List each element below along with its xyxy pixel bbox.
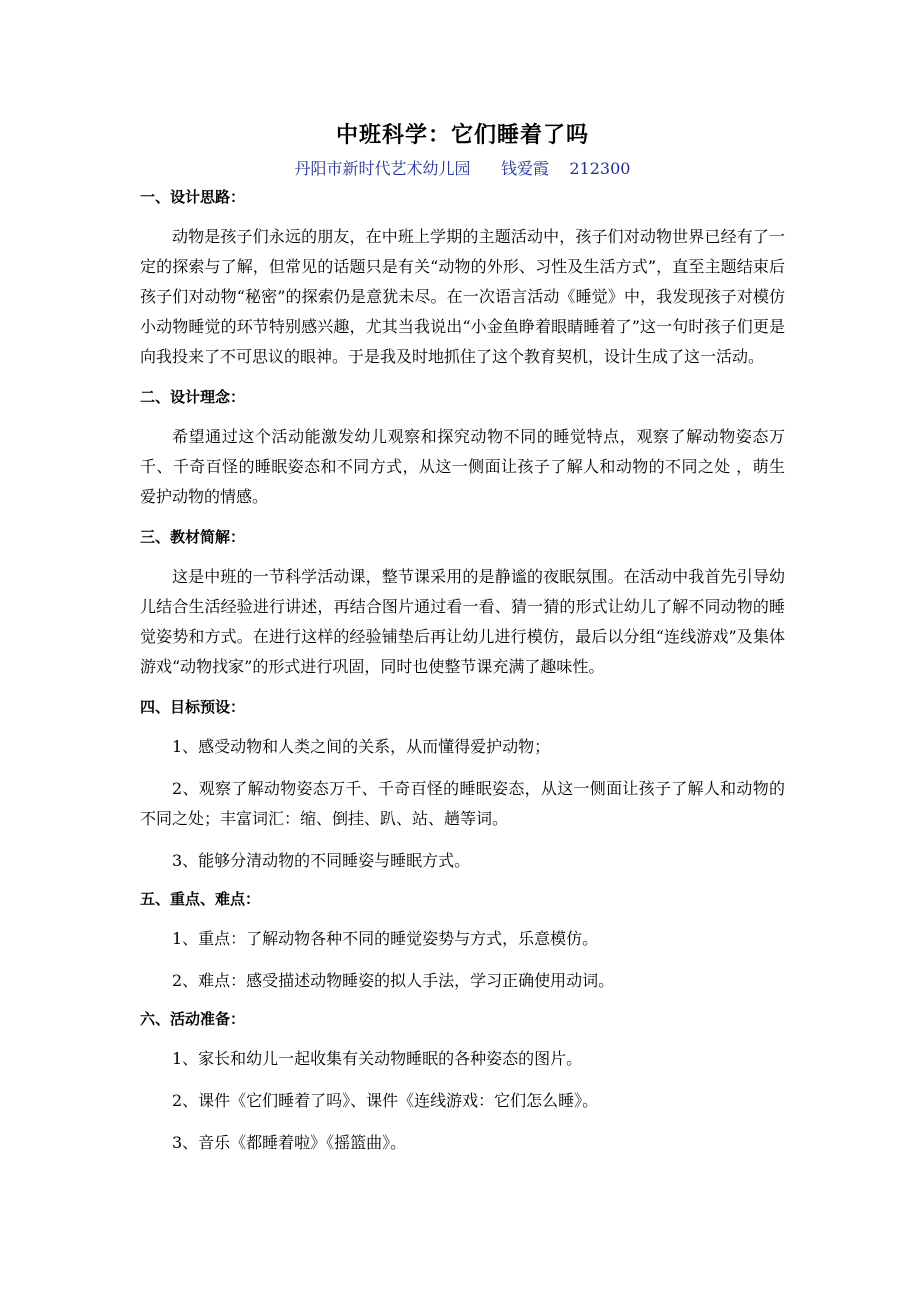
section-heading: 一、设计思路： [140, 188, 246, 206]
document-title: 中班科学：它们睡着了吗 [335, 123, 589, 148]
section-goals [140, 696, 785, 876]
section-design-idea [140, 186, 785, 372]
section-heading: 四、目标预设： [140, 698, 246, 716]
section-key-points [140, 888, 785, 996]
list-item: 2、观察了解动物姿态万千、千奇百怪的睡眠姿态，从这一侧面让孩子了解人和动物的不同之处；丰富词汇：缩、倒挂、趴、站、趟等词。 [140, 779, 785, 828]
list-item: 3、音乐《都睡着啦》《摇篮曲》。 [172, 1133, 407, 1152]
section-paragraph: 这是中班的一节科学活动课，整节课采用的是静谧的夜眠氛围。在活动中我首先引导幼儿结合生活经验进行讲述，再结合图片通过看一看、猜一猜的形式让幼儿了解不同动物的睡觉姿势和方式。在进行这样的经验铺垫后再让幼儿进行模仿，最后以分组“连线游戏”及集体游戏“动物找家”的形式进行巩固，同时也使整节课充满了趣味性。 [140, 567, 785, 676]
section-heading: 三、教材简解： [140, 528, 246, 546]
section-preparation [140, 1008, 785, 1158]
section-paragraph: 动物是孩子们永远的朋友，在中班上学期的主题活动中，孩子们对动物世界已经有了一定的探索与了解，但常见的话题只是有关“动物的外形、习性及生活方式”，直至主题结束后孩子们对动物“秘密”的探索仍是意犹未尽。在一次语言活动《睡觉》中，我发现孩子对模仿小动物睡觉的环节特别感兴趣，尤其当我说出“小金鱼睁着眼睛睡着了”这一句时孩子们更是向我投来了不可思议的眼神。于是我及时地抓住了这个教育契机，设计生成了这一活动。 [140, 227, 785, 366]
list-item: 1、家长和幼儿一起收集有关动物睡眠的各种姿态的图片。 [172, 1049, 583, 1068]
section-design-concept [140, 386, 785, 512]
section-heading: 二、设计理念： [140, 388, 246, 406]
section-heading: 五、重点、难点： [140, 890, 261, 908]
document-page [140, 118, 785, 1170]
list-item: 3、能够分清动物的不同睡姿与睡眠方式。 [172, 851, 471, 870]
section-heading: 六、活动准备： [140, 1010, 246, 1028]
list-item: 1、感受动物和人类之间的关系，从而懂得爱护动物； [172, 737, 551, 756]
author-byline: 丹阳市新时代艺术幼儿园 钱爱霞 212300 [294, 159, 631, 178]
section-material-brief [140, 526, 785, 682]
list-item: 1、重点：了解动物各种不同的睡觉姿势与方式，乐意模仿。 [172, 929, 599, 948]
section-paragraph: 希望通过这个活动能激发幼儿观察和探究动物不同的睡觉特点，观察了解动物姿态万千、千奇百怪的睡眠姿态和不同方式，从这一侧面让孩子了解人和动物的不同之处 ，萌生爱护动物的情感。 [140, 427, 785, 506]
list-item: 2、难点：感受描述动物睡姿的拟人手法，学习正确使用动词。 [172, 971, 615, 990]
list-item: 2、课件《它们睡着了吗》、课件《连线游戏：它们怎么睡》。 [172, 1091, 599, 1110]
